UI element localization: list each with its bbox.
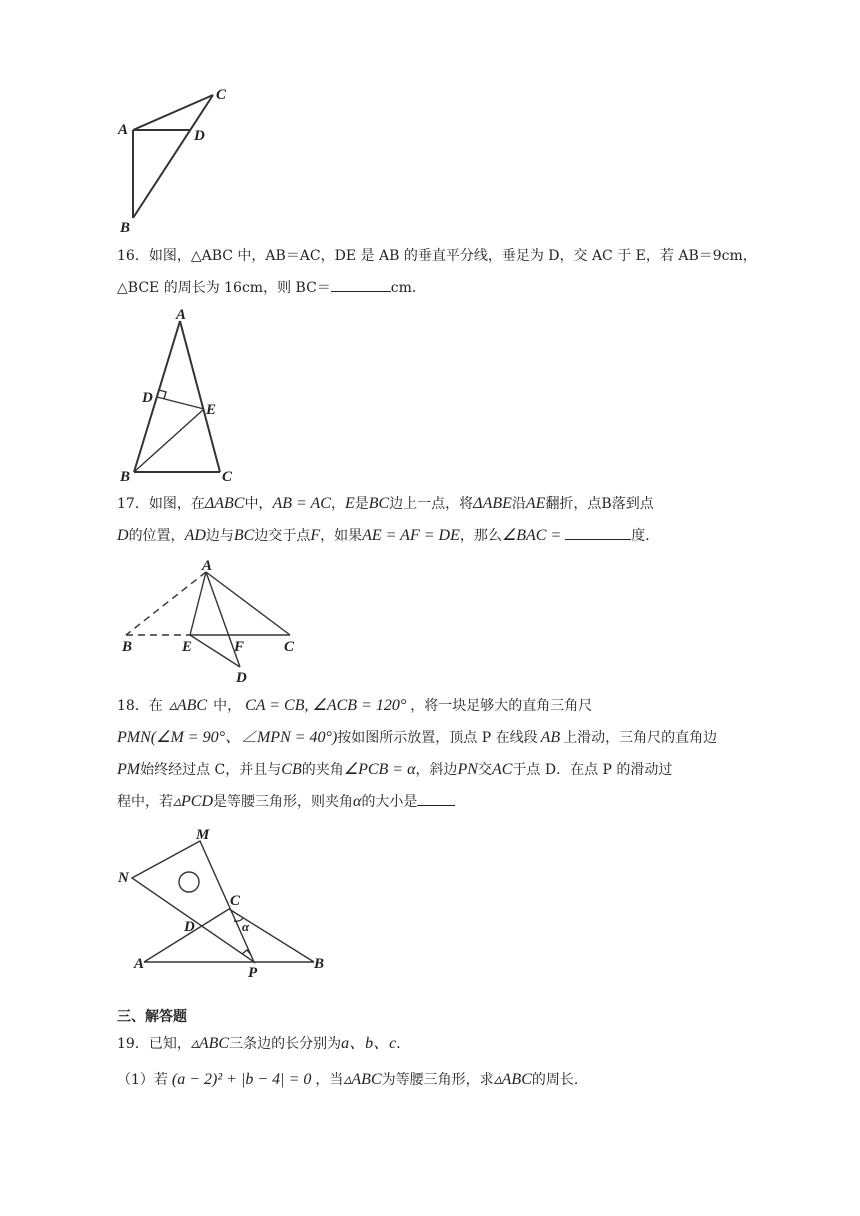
segment-ac	[180, 321, 220, 472]
q18-line3: PM始终经过点 C，并且与CB的夹角∠PCB = α，斜边PN交AC于点 D．在点 P 的滑动过	[117, 761, 673, 778]
figure-q16	[112, 305, 242, 485]
question-19	[117, 1028, 747, 1096]
label-a: A	[118, 122, 129, 138]
label-a: A	[202, 558, 213, 574]
label-b: B	[120, 220, 131, 236]
answer-blank-q16[interactable]	[331, 277, 391, 292]
label-a: A	[176, 307, 187, 323]
section-heading: 三、解答题	[117, 1009, 187, 1025]
question-16	[117, 240, 757, 304]
q16-line2: △BCE 的周长为 16cm，则 BC＝	[117, 280, 331, 296]
q19-line2: （1）若 (a − 2)² + |b − 4| = 0 ，当▵ABC为等腰三角形，求▵ABC的周长．	[117, 1071, 588, 1088]
answer-blank-q18[interactable]	[417, 791, 455, 806]
label-b: B	[314, 956, 325, 972]
label-b: B	[120, 469, 131, 485]
segment-ae	[190, 572, 206, 635]
q18-line1: 18．在 ▵ABC 中， CA = CB, ∠ACB = 120° ，将一块足够大的直角三角尺	[117, 697, 593, 714]
label-d: D	[184, 919, 195, 935]
label-d: D	[236, 670, 247, 685]
set-square-hole	[179, 872, 199, 892]
question-18	[117, 690, 747, 818]
label-f: F	[234, 639, 245, 655]
segment-ab-dashed	[126, 572, 206, 635]
label-a: A	[134, 956, 145, 972]
q16-line1: 16．如图，△ABC 中，AB＝AC，DE 是 AB 的垂直平分线，垂足为 D，交 AC 于 E，若 AB＝9cm，	[117, 248, 757, 264]
segment-ab	[134, 321, 180, 472]
label-alpha: α	[242, 919, 250, 934]
label-e: E	[182, 639, 193, 655]
figure-q18	[112, 825, 342, 980]
label-d: D	[194, 128, 205, 144]
q17-line1: 17．如图，在ΔABC中，AB = AC，E是BC边上一点，将ΔABE沿AE翻折，点B落到点	[117, 495, 654, 512]
label-c: C	[284, 639, 295, 655]
label-c: C	[222, 469, 233, 485]
segment-ed	[190, 635, 240, 667]
q19-line1: 19．已知，▵ABC三条边的长分别为a、b、c．	[117, 1035, 411, 1052]
question-17	[117, 488, 747, 552]
label-c: C	[216, 87, 227, 103]
figure-q15	[112, 82, 242, 237]
figure-q17	[112, 555, 312, 685]
segment-ac	[206, 572, 290, 635]
label-d: D	[142, 390, 153, 406]
label-e: E	[206, 402, 217, 418]
q17-line2: D的位置，AD边与BC边交于点F，如果AE = AF = DE，那么∠BAC = 度．	[117, 527, 660, 544]
q18-line4: 程中，若▵PCD是等腰三角形，则夹角α的大小是	[117, 786, 747, 818]
q16-unit: cm．	[390, 280, 426, 296]
label-m: M	[196, 827, 210, 843]
label-n: N	[118, 870, 129, 886]
label-p: P	[248, 965, 258, 980]
label-b: B	[122, 639, 133, 655]
label-c: C	[230, 893, 241, 909]
q18-line2: PMN(∠M = 90°、∠MPN = 40°)按如图所示放置，顶点 P 在线段 AB 上滑动，三角尺的直角边	[117, 729, 718, 746]
answer-blank-q17[interactable]	[565, 525, 631, 540]
